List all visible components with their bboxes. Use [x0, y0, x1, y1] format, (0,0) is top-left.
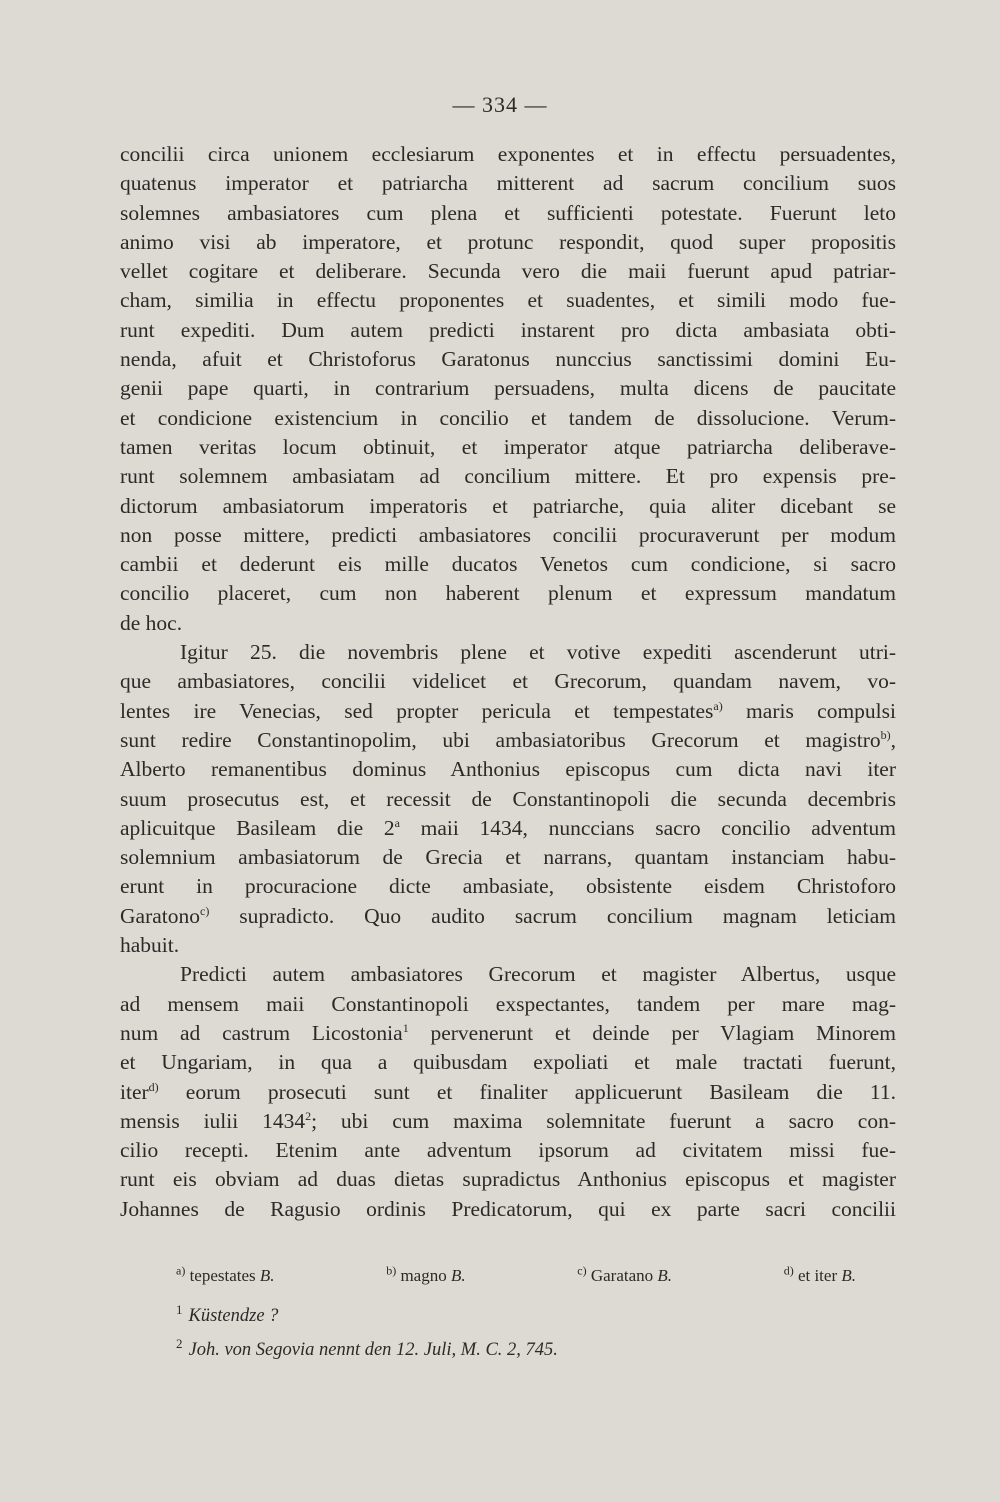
- text-line: erunt in procuracione dicte ambasiate, obsistente eisdem Christoforo: [120, 874, 896, 899]
- text-line: cilio recepti. Etenim ante adventum ipsorum ad civitatem missi fue-: [120, 1138, 896, 1163]
- text-line: Garatono$^{c)}$ supradicto. Quo audito sacrum concilium magnam leticiam: [120, 903, 896, 928]
- text-line: runt expediti. Dum autem predicti instarent pro dicta ambasiata obti-: [120, 317, 896, 342]
- text-line: concilii circa unionem ecclesiarum exponentes et in effectu persuadentes,: [120, 142, 896, 166]
- footnote: $^1$ Küstendze ?: [176, 1302, 279, 1327]
- text-line: tamen veritas locum obtinuit, et imperator atque patriarcha deliberave-: [120, 434, 896, 459]
- variant-note: $^{c)}$ Garatano B.: [577, 1263, 673, 1285]
- text-line: et Ungariam, in qua a quibusdam expoliati et male tractati fuerunt,: [120, 1050, 896, 1075]
- body-text: [120, 140, 896, 1224]
- paragraph-start-line: Igitur 25. die novembris plene et votive expediti ascenderunt utri-: [180, 640, 896, 665]
- text-line: cambii et dederunt eis mille ducatos Venetos cum condicione, si sacro: [120, 552, 896, 577]
- paragraph-start-line: Predicti autem ambasiatores Grecorum et magister Albertus, usque: [180, 962, 896, 987]
- text-line: genii pape quarti, in contrarium persuadens, multa dicens de paucitate: [120, 376, 896, 401]
- text-line: Johannes de Ragusio ordinis Predicatorum, qui ex parte sacri concilii: [120, 1196, 896, 1221]
- text-line: que ambasiatores, concilii videlicet et Grecorum, quandam navem, vo-: [120, 669, 896, 694]
- text-line: quatenus imperator et patriarcha mitterent ad sacrum concilium suos: [120, 171, 896, 196]
- text-line: mensis iulii 1434$^2$; ubi cum maxima solemnitate fuerunt a sacro con-: [120, 1108, 896, 1133]
- text-line: nenda, afuit et Christoforus Garatonus nunccius sanctissimi domini Eu-: [120, 347, 896, 372]
- variant-note: $^{d)}$ et iter B.: [783, 1263, 856, 1285]
- footnote: $^2$ Joh. von Segovia nennt den 12. Juli, M. C. 2, 745.: [176, 1336, 558, 1361]
- variant-note-mark: a): [713, 698, 723, 713]
- variant-note-mark: c): [200, 903, 210, 918]
- page-number: — 334 —: [452, 92, 548, 117]
- text-line: de hoc.: [120, 610, 183, 635]
- text-line: non posse mittere, predicti ambasiatores concilii procuraverunt per modum: [120, 522, 896, 547]
- text-line: Alberto remanentibus dominus Anthonius episcopus cum dicta navi iter: [120, 757, 896, 782]
- text-line: animo visi ab imperatore, et protunc respondit, quod super propositis: [120, 229, 896, 254]
- variant-note: $^{a)}$ tepestates B.: [176, 1263, 275, 1285]
- text-line: num ad castrum Licostonia$^1$ pervenerunt et deinde per Vlagiam Minorem: [120, 1020, 896, 1045]
- text-line: runt eis obviam ad duas dietas supradictus Anthonius episcopus et magister: [120, 1167, 896, 1192]
- footnote-mark: 1: [402, 1020, 409, 1035]
- text-line: ad mensem maii Constantinopoli exspectantes, tandem per mare mag-: [120, 991, 896, 1016]
- variant-note: $^{b)}$ magno B.: [386, 1263, 466, 1285]
- text-line: solemnium ambasiatorum de Grecia et narrans, quantam instanciam habu-: [120, 845, 896, 870]
- text-line: habuit.: [120, 933, 180, 958]
- text-line: cham, similia in effectu proponentes et suadentes, et simili modo fue-: [120, 288, 896, 313]
- text-line: lentes ire Venecias, sed propter pericula et tempestates$^{a)}$ maris compulsi: [120, 698, 896, 723]
- text-line: et condicione existencium in concilio et tandem de dissolucione. Verum-: [120, 405, 896, 430]
- text-line: aplicuitque Basileam die 2$^a$ maii 1434, nunccians sacro concilio adventum: [120, 815, 896, 840]
- text-line: dictorum ambasiatorum imperatoris et patriarche, quia aliter dicebant se: [120, 493, 896, 518]
- variant-note-mark: d): [148, 1079, 159, 1094]
- text-line: iter$^{d)}$ eorum prosecuti sunt et finaliter applicuerunt Basileam die 11.: [120, 1079, 896, 1104]
- footnote-mark: 2: [305, 1108, 312, 1123]
- text-line: sunt redire Constantinopolim, ubi ambasiatoribus Grecorum et magistro$^{b)}$,: [120, 727, 896, 752]
- text-line: runt solemnem ambasiatam ad concilium mittere. Et pro expensis pre-: [120, 464, 896, 489]
- variant-note-mark: b): [880, 727, 891, 742]
- text-line: suum prosecutus est, et recessit de Constantinopoli die secunda decembris: [120, 786, 896, 811]
- variant-notes: [176, 1263, 856, 1286]
- text-line: vellet cogitare et deliberare. Secunda vero die maii fuerunt apud patriar-: [120, 259, 896, 284]
- text-line: concilio placeret, cum non haberent plenum et expressum mandatum: [120, 581, 896, 606]
- text-line: solemnes ambasiatores cum plena et sufficienti potestate. Fuerunt leto: [120, 200, 896, 225]
